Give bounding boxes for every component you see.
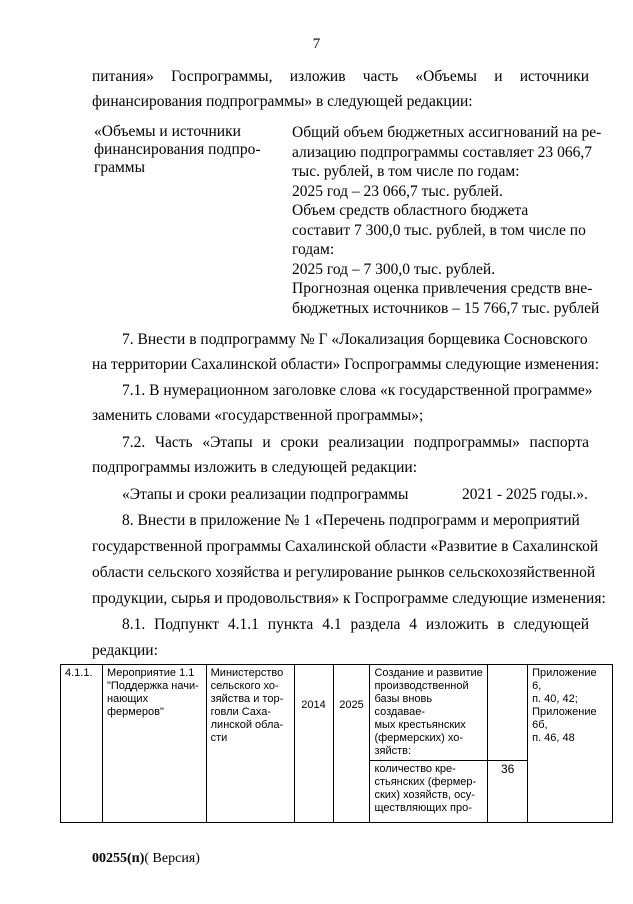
right-line: Общий объем бюджетных ассигнований на ре-: [292, 124, 602, 141]
cell-line: Создание и развитие: [374, 667, 483, 679]
cell-goal: [370, 665, 488, 761]
word: паспорта: [529, 434, 590, 451]
cell-line: Приложение 6,: [532, 667, 597, 692]
word: 4: [409, 616, 418, 633]
word: и: [494, 68, 503, 85]
cell-line: Приложение 6б,: [532, 706, 597, 731]
cell-text: 2014: [301, 699, 326, 711]
cell-text: 2025: [339, 699, 364, 711]
right-line: составит 7 300,0 тыс. рублей, в том числе по: [292, 221, 586, 239]
cell-line: линской обла-: [210, 719, 284, 731]
cell-links: [528, 665, 613, 823]
word: Часть: [154, 434, 193, 451]
block-right-text: [292, 123, 602, 318]
footer: [92, 851, 200, 867]
word: сроки: [280, 434, 319, 451]
left-line: граммы: [94, 159, 146, 176]
word: изложить: [425, 616, 489, 633]
word: Госпрограммы,: [171, 68, 273, 85]
block-left-label: [94, 123, 274, 177]
left-line: «Объемы и источники: [94, 123, 241, 140]
cell-line: зяйств:: [374, 745, 412, 757]
cell-indicator: [370, 761, 488, 823]
cell-year-end: [333, 665, 370, 823]
word: реализации: [328, 434, 405, 451]
left-line: финансирования подпро-: [94, 141, 261, 158]
right-line: годам:: [292, 241, 335, 258]
cell-line: п. 46, 48: [532, 732, 575, 744]
document-version: ( Версия): [144, 851, 200, 866]
word: 4.1: [322, 616, 342, 633]
word: Подпункт: [154, 616, 219, 633]
document-code: 00255(п): [92, 851, 145, 866]
right-line: 2025 год – 23 066,7 тыс. рублей.: [292, 182, 503, 200]
cell-line: производственной: [374, 680, 469, 692]
right-line: Прогнозная оценка привлечения средств вне-: [292, 280, 593, 297]
cell-line: мых крестьянских: [374, 719, 466, 731]
cell-line: нающих фермеров": [106, 693, 164, 718]
word: 4.1.1: [227, 616, 259, 633]
item71-line-1: 7.1. В нумерационном заголовке слова «к государственной программе»: [122, 382, 593, 399]
page-number: 7: [312, 36, 321, 52]
word: 7.2.: [122, 434, 146, 451]
cell-line: Министерство: [210, 667, 284, 679]
word: часть: [362, 68, 399, 85]
program-table: [60, 664, 613, 823]
table-row: [61, 665, 613, 761]
cell-line: "Поддержка начи-: [106, 680, 199, 692]
word: в: [497, 616, 505, 633]
word: пункта: [267, 616, 314, 633]
item81-line-2: редакции:: [92, 642, 158, 659]
word: источники: [519, 68, 590, 85]
cell-line: ществляющих про-: [374, 802, 472, 814]
word: изложив: [289, 68, 346, 85]
item71-line-2: заменить словами «государственной программы»;: [92, 407, 424, 424]
right-line: ализацию подпрограммы составляет 23 066,7: [292, 143, 592, 161]
cell-line: говли Саха-: [210, 706, 272, 718]
cell-goal-value: [488, 665, 528, 761]
item72-line-1: [122, 433, 589, 453]
word: подпрограммы»: [413, 434, 520, 451]
item72-quote-left: «Этапы и сроки реализации подпрограммы: [122, 486, 409, 503]
cell-text: 4.1.1.: [65, 667, 93, 679]
cell-text: 36: [501, 762, 515, 776]
cell-executor: [206, 665, 294, 823]
word: «Объемы: [415, 68, 477, 85]
word: следующей: [513, 616, 590, 633]
cell-number: [61, 665, 103, 823]
cell-line: зяйства и тор-: [210, 693, 284, 705]
cell-line: количество кре-: [374, 763, 456, 775]
cell-line: сти: [210, 732, 228, 744]
intro-line-1: [92, 67, 589, 87]
cell-measure: [102, 665, 206, 823]
word: 8.1.: [122, 616, 146, 633]
word: «Этапы: [202, 434, 253, 451]
intro-line-2: финансирования подпрограммы» в следующей редакции:: [92, 93, 473, 110]
item7-line-1: 7. Внести в подпрограмму № Г «Локализация борщевика Сосновского: [122, 331, 588, 348]
cell-year-start: [294, 665, 333, 823]
item72-quote-right: 2021 - 2025 годы.».: [462, 486, 588, 503]
item8-line-4: продукции, сырья и продовольствия» к Госпрограмме следующие изменения:: [92, 590, 606, 607]
cell-line: стьянских (фермер-: [374, 776, 477, 788]
item8-line-1: 8. Внести в приложение № 1 «Перечень подпрограмм и мероприятий: [122, 512, 580, 529]
cell-line: п. 40, 42;: [532, 693, 578, 705]
item7-line-2: на территории Сахалинской области» Госпрограммы следующие изменения:: [92, 356, 599, 373]
right-line: Объем средств областного бюджета: [292, 202, 529, 219]
item8-line-3: области сельского хозяйства и регулирование рынков сельскохозяйственной: [92, 564, 596, 581]
cell-line: Мероприятие 1.1: [106, 667, 195, 679]
cell-line: сельского хо-: [210, 680, 279, 692]
right-line: тыс. рублей, в том числе по годам:: [292, 163, 520, 180]
cell-indicator-value: [488, 761, 528, 823]
right-line: бюджетных источников – 15 766,7 тыс. рублей: [292, 299, 600, 317]
cell-line: ских) хозяйств, осу-: [374, 789, 475, 801]
word: питания»: [92, 68, 154, 85]
word: раздела: [350, 616, 401, 633]
item72-line-2: подпрограммы изложить в следующей редакции:: [92, 459, 418, 476]
cell-line: (фермерских) хо-: [374, 732, 464, 744]
word: и: [262, 434, 271, 451]
right-line: 2025 год – 7 300,0 тыс. рублей.: [292, 260, 496, 278]
item8-line-2: государственной программы Сахалинской области «Развитие в Сахалинской: [92, 538, 599, 555]
cell-line: базы вновь создавае-: [374, 693, 433, 718]
item81-line-1: [122, 615, 589, 635]
